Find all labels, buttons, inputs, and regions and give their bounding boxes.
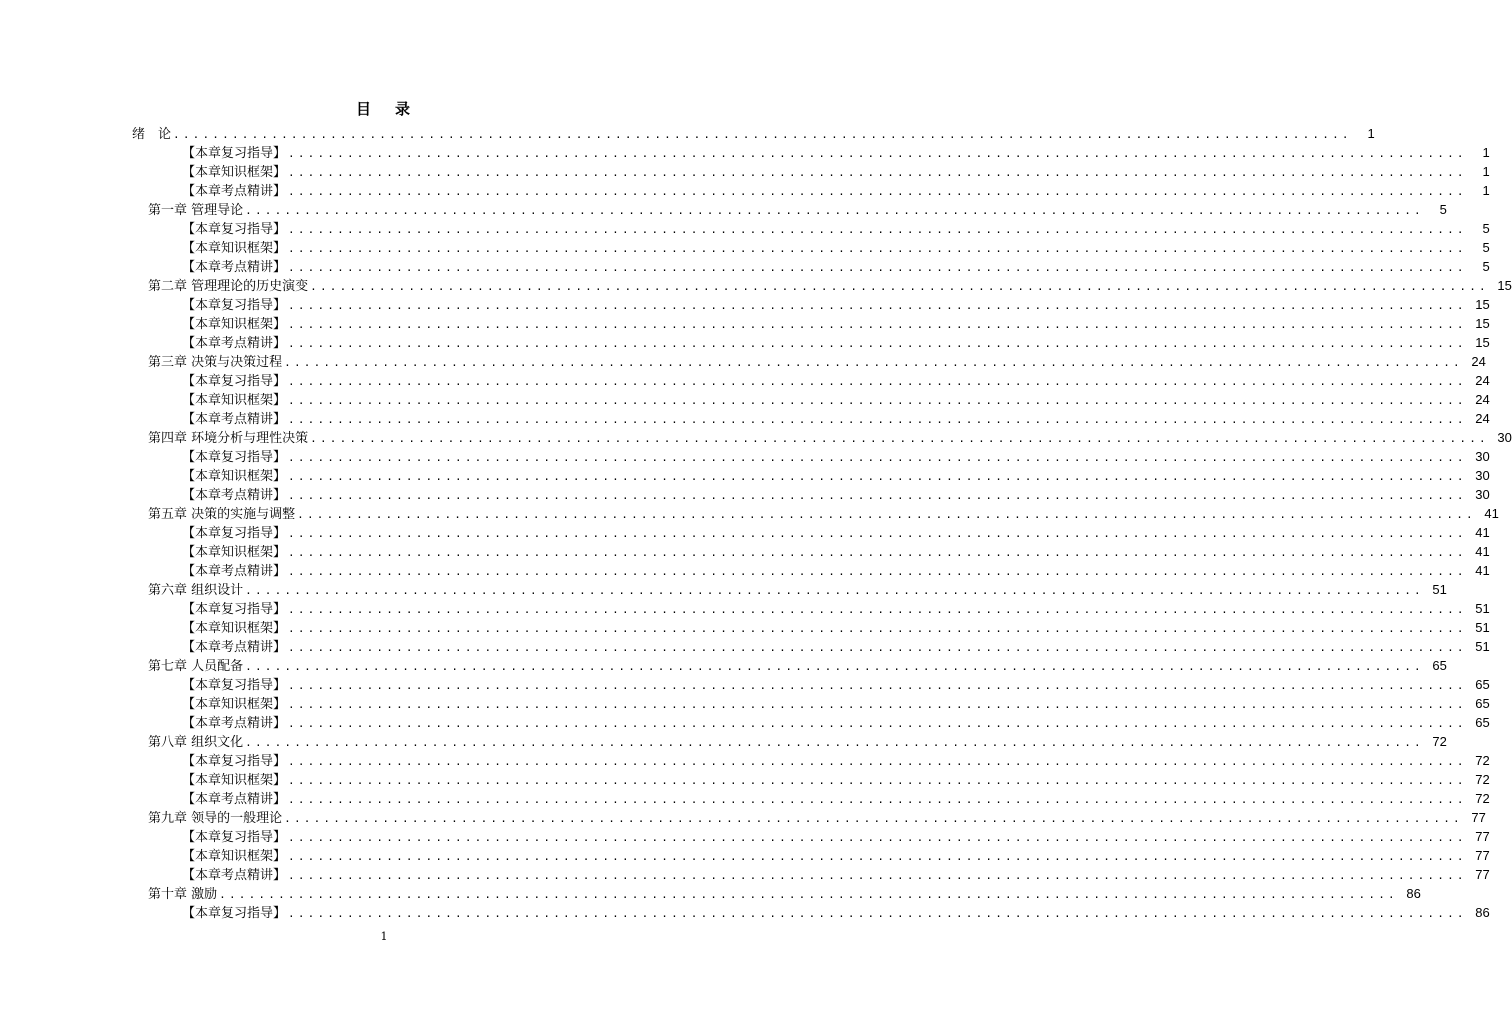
- toc-subentry[interactable]: [182, 865, 1490, 884]
- toc-subentry[interactable]: [182, 371, 1490, 390]
- toc-entry[interactable]: [148, 808, 1486, 827]
- toc-entry-label: 【本章知识框架】: [182, 773, 287, 788]
- toc-entry-label: 【本章知识框架】: [182, 469, 287, 484]
- toc-entry-page: 86: [1406, 886, 1421, 901]
- toc-entry-label: 【本章考点精讲】: [182, 640, 287, 655]
- toc-entry-page: 51: [1475, 601, 1490, 616]
- toc-entry-label: 【本章考点精讲】: [182, 716, 287, 731]
- toc-entry[interactable]: [148, 504, 1499, 523]
- toc-entry-label: 第十章 激励: [148, 887, 218, 902]
- toc-entry[interactable]: [148, 884, 1421, 903]
- toc-leader-dots: ........................................................................................................................: [288, 451, 1467, 464]
- toc-entry-page: 15: [1497, 278, 1512, 293]
- toc-entry-page: 5: [1482, 240, 1490, 255]
- toc-entry-page: 65: [1475, 696, 1490, 711]
- toc-entry[interactable]: [148, 580, 1447, 599]
- toc-leader-dots: ........................................................................................................................: [310, 280, 1489, 293]
- toc-entry-page: 65: [1475, 715, 1490, 730]
- toc-entry-page: 15: [1475, 316, 1490, 331]
- toc-entry-label: 【本章知识框架】: [182, 317, 287, 332]
- toc-entry-label: 第四章 环境分析与理性决策: [148, 431, 309, 446]
- toc-leader-dots: ........................................................................................................................: [288, 755, 1467, 768]
- toc-subentry[interactable]: [182, 542, 1490, 561]
- toc-entry[interactable]: [148, 732, 1447, 751]
- toc-leader-dots: ........................................................................................................................: [288, 470, 1467, 483]
- toc-entry-page: 15: [1475, 335, 1490, 350]
- toc-entry-label: 绪 论: [132, 127, 172, 142]
- toc-entry-page: 1: [1482, 183, 1490, 198]
- toc-subentry[interactable]: [182, 637, 1490, 656]
- toc-leader-dots: ........................................................................................................................: [288, 850, 1467, 863]
- toc-entry-label: 【本章复习指导】: [182, 678, 287, 693]
- toc-entry-page: 51: [1432, 582, 1447, 597]
- toc-entry-label: 【本章考点精讲】: [182, 564, 287, 579]
- toc-entry-page: 86: [1475, 905, 1490, 920]
- toc-leader-dots: ........................................................................................................................: [288, 565, 1467, 578]
- toc-entry-label: 【本章知识框架】: [182, 241, 287, 256]
- toc-entry-page: 5: [1482, 221, 1490, 236]
- toc-entry[interactable]: [148, 200, 1447, 219]
- toc-leader-dots: ........................................................................................................................: [288, 622, 1467, 635]
- toc-entry-page: 30: [1497, 430, 1512, 445]
- toc-entry[interactable]: [132, 124, 1375, 143]
- toc-entry-label: 【本章考点精讲】: [182, 260, 287, 275]
- toc-leader-dots: ........................................................................................................................: [288, 603, 1467, 616]
- toc-leader-dots: ........................................................................................................................: [288, 907, 1467, 920]
- toc-entry-page: 24: [1475, 373, 1490, 388]
- toc-entry-page: 72: [1475, 753, 1490, 768]
- toc-subentry[interactable]: [182, 618, 1490, 637]
- toc-entry-label: 【本章知识框架】: [182, 849, 287, 864]
- toc-entry-label: 【本章考点精讲】: [182, 868, 287, 883]
- toc-entry-label: 【本章复习指导】: [182, 830, 287, 845]
- toc-entry-page: 72: [1475, 772, 1490, 787]
- toc-entry-page: 41: [1475, 563, 1490, 578]
- toc-entry-page: 1: [1367, 126, 1375, 141]
- toc-subentry[interactable]: [182, 789, 1490, 808]
- toc-entry-label: 第八章 组织文化: [148, 735, 244, 750]
- toc-entry-page: 77: [1475, 867, 1490, 882]
- toc-leader-dots: ........................................................................................................................: [288, 869, 1467, 882]
- toc-leader-dots: ........................................................................................................................: [288, 375, 1467, 388]
- toc-entry-page: 65: [1432, 658, 1447, 673]
- toc-subentry[interactable]: [182, 143, 1490, 162]
- toc-entry-label: 【本章复习指导】: [182, 298, 287, 313]
- toc-entry-page: 24: [1475, 411, 1490, 426]
- toc-entry-page: 51: [1475, 620, 1490, 635]
- toc-entry-label: 【本章知识框架】: [182, 165, 287, 180]
- title-char-2: 录: [395, 100, 413, 118]
- toc-entry-page: 30: [1475, 449, 1490, 464]
- toc-leader-dots: ........................................................................................................................: [288, 242, 1467, 255]
- toc-entry-label: 【本章复习指导】: [182, 450, 287, 465]
- toc-leader-dots: ........................................................................................................................: [288, 717, 1467, 730]
- toc-leader-dots: ........................................................................................................................: [245, 736, 1424, 749]
- toc-leader-dots: ........................................................................................................................: [245, 584, 1424, 597]
- toc-subentry[interactable]: [182, 333, 1490, 352]
- toc-subentry[interactable]: [182, 409, 1490, 428]
- toc-entry-label: 第六章 组织设计: [148, 583, 244, 598]
- toc-entry-page: 51: [1475, 639, 1490, 654]
- toc-subentry[interactable]: [182, 713, 1490, 732]
- toc-leader-dots: ........................................................................................................................: [288, 679, 1467, 692]
- toc-entry-label: 第九章 领导的一般理论: [148, 811, 283, 826]
- toc-entry-page: 72: [1432, 734, 1447, 749]
- toc-entry-page: 5: [1439, 202, 1447, 217]
- page-number: 1: [380, 930, 388, 943]
- toc-leader-dots: ........................................................................................................................: [288, 774, 1467, 787]
- toc-leader-dots: ........................................................................................................................: [288, 337, 1467, 350]
- toc-entry-page: 72: [1475, 791, 1490, 806]
- toc-leader-dots: ........................................................................................................................: [288, 698, 1467, 711]
- toc-subentry[interactable]: [182, 162, 1490, 181]
- toc-entry-page: 15: [1475, 297, 1490, 312]
- toc-leader-dots: ........................................................................................................................: [288, 831, 1467, 844]
- toc-subentry[interactable]: [182, 238, 1490, 257]
- toc-entry-page: 5: [1482, 259, 1490, 274]
- toc-leader-dots: ........................................................................................................................: [288, 546, 1467, 559]
- toc-leader-dots: ........................................................................................................................: [284, 812, 1463, 825]
- toc-subentry[interactable]: [182, 485, 1490, 504]
- toc-subentry[interactable]: [182, 903, 1490, 922]
- toc-entry-label: 【本章复习指导】: [182, 146, 287, 161]
- toc-entry-label: 【本章考点精讲】: [182, 336, 287, 351]
- toc-entry-page: 41: [1484, 506, 1499, 521]
- toc-entry-page: 77: [1475, 848, 1490, 863]
- toc-subentry[interactable]: [182, 846, 1490, 865]
- toc-subentry[interactable]: [182, 314, 1490, 333]
- toc-subentry[interactable]: [182, 675, 1490, 694]
- toc-subentry[interactable]: [182, 447, 1490, 466]
- toc-subentry[interactable]: [182, 523, 1490, 542]
- toc-entry-label: 【本章知识框架】: [182, 697, 287, 712]
- toc-entry-label: 第二章 管理理论的历史演变: [148, 279, 309, 294]
- toc-entry-page: 1: [1482, 145, 1490, 160]
- toc-entry[interactable]: [148, 656, 1447, 675]
- toc-subentry[interactable]: [182, 257, 1490, 276]
- toc-entry-label: 【本章考点精讲】: [182, 792, 287, 807]
- toc-entry-label: 第一章 管理导论: [148, 203, 244, 218]
- toc-entry-page: 1: [1482, 164, 1490, 179]
- toc-entry-label: 第五章 决策的实施与调整: [148, 507, 296, 522]
- toc-entry-label: 第三章 决策与决策过程: [148, 355, 283, 370]
- toc-entry-label: 【本章复习指导】: [182, 906, 287, 921]
- toc-entry[interactable]: [148, 428, 1512, 447]
- toc-leader-dots: ........................................................................................................................: [245, 660, 1424, 673]
- toc-entry-label: 【本章知识框架】: [182, 545, 287, 560]
- toc-subentry[interactable]: [182, 219, 1490, 238]
- toc-leader-dots: ........................................................................................................................: [173, 128, 1352, 141]
- toc-entry-page: 24: [1475, 392, 1490, 407]
- toc-subentry[interactable]: [182, 599, 1490, 618]
- toc-entry-label: 【本章复习指导】: [182, 526, 287, 541]
- toc-entry-label: 【本章复习指导】: [182, 602, 287, 617]
- toc-entry-page: 30: [1475, 487, 1490, 502]
- toc-leader-dots: ........................................................................................................................: [310, 432, 1489, 445]
- toc-entry-page: 77: [1471, 810, 1486, 825]
- toc-entry-label: 【本章考点精讲】: [182, 184, 287, 199]
- toc-leader-dots: ........................................................................................................................: [288, 223, 1467, 236]
- toc-subentry[interactable]: [182, 751, 1490, 770]
- toc-entry-page: 30: [1475, 468, 1490, 483]
- toc-entry-label: 【本章考点精讲】: [182, 488, 287, 503]
- toc-leader-dots: ........................................................................................................................: [288, 527, 1467, 540]
- toc-leader-dots: ........................................................................................................................: [297, 508, 1476, 521]
- toc-subentry[interactable]: [182, 770, 1490, 789]
- toc-entry[interactable]: [148, 276, 1512, 295]
- toc-entry-label: 第七章 人员配备: [148, 659, 244, 674]
- toc-entry-label: 【本章知识框架】: [182, 393, 287, 408]
- toc-leader-dots: ........................................................................................................................: [288, 394, 1467, 407]
- toc-entry-label: 【本章复习指导】: [182, 754, 287, 769]
- page-title: [0, 98, 768, 119]
- toc-leader-dots: ........................................................................................................................: [219, 888, 1398, 901]
- toc-leader-dots: ........................................................................................................................: [288, 793, 1467, 806]
- toc-leader-dots: ........................................................................................................................: [288, 318, 1467, 331]
- toc-leader-dots: ........................................................................................................................: [288, 413, 1467, 426]
- toc-leader-dots: ........................................................................................................................: [288, 299, 1467, 312]
- toc-leader-dots: ........................................................................................................................: [288, 185, 1467, 198]
- toc-entry-page: 41: [1475, 525, 1490, 540]
- toc-entry-label: 【本章复习指导】: [182, 374, 287, 389]
- toc-subentry[interactable]: [182, 390, 1490, 409]
- toc-entry-label: 【本章考点精讲】: [182, 412, 287, 427]
- toc-entry-label: 【本章复习指导】: [182, 222, 287, 237]
- toc-leader-dots: ........................................................................................................................: [288, 489, 1467, 502]
- toc-entry-page: 41: [1475, 544, 1490, 559]
- toc-subentry[interactable]: [182, 181, 1490, 200]
- toc-leader-dots: ........................................................................................................................: [245, 204, 1424, 217]
- title-char-1: 目: [355, 100, 373, 118]
- toc-entry-page: 24: [1471, 354, 1486, 369]
- toc-subentry[interactable]: [182, 466, 1490, 485]
- toc-subentry[interactable]: [182, 694, 1490, 713]
- toc-leader-dots: ........................................................................................................................: [288, 166, 1467, 179]
- toc-entry-page: 65: [1475, 677, 1490, 692]
- toc-leader-dots: ........................................................................................................................: [288, 641, 1467, 654]
- toc-entry-label: 【本章知识框架】: [182, 621, 287, 636]
- toc-leader-dots: ........................................................................................................................: [284, 356, 1463, 369]
- toc-entry-page: 77: [1475, 829, 1490, 844]
- toc-leader-dots: ........................................................................................................................: [288, 147, 1467, 160]
- toc-entry[interactable]: [148, 352, 1486, 371]
- toc-subentry[interactable]: [182, 827, 1490, 846]
- toc-leader-dots: ........................................................................................................................: [288, 261, 1467, 274]
- toc-subentry[interactable]: [182, 561, 1490, 580]
- toc-subentry[interactable]: [182, 295, 1490, 314]
